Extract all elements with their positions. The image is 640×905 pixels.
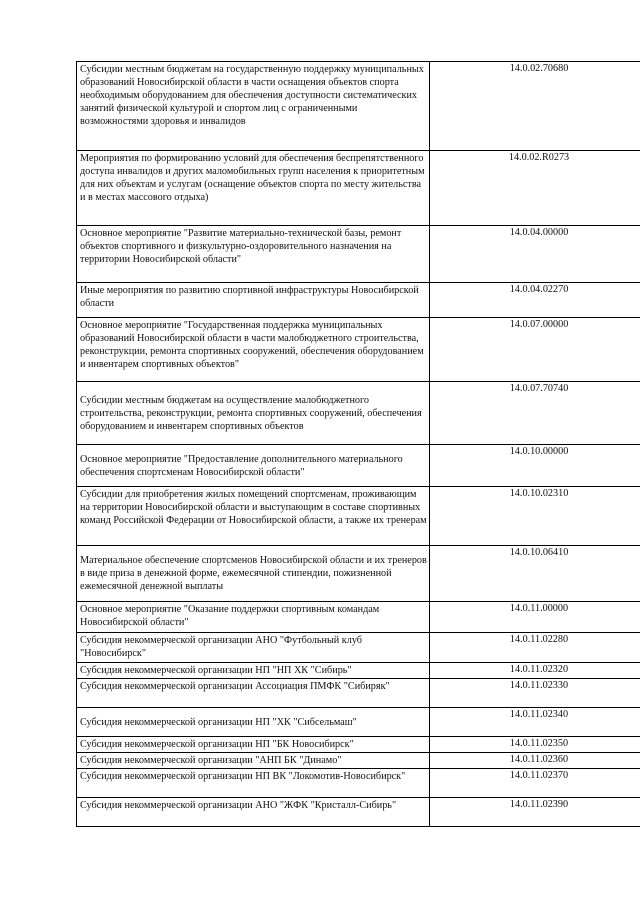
table-row: [77, 798, 640, 827]
row-name-cell: Субсидия некоммерческой организации АНО "Футбольный клуб "Новосибирск": [77, 633, 430, 663]
row-code-cell: 14.0.04.02270: [430, 283, 640, 318]
table-row: [77, 151, 640, 226]
table-row: [77, 283, 640, 318]
row-code-cell: 14.0.11.02330: [430, 679, 640, 708]
row-name-cell: Субсидия некоммерческой организации "АНП БК "Динамо": [77, 753, 430, 769]
row-code-cell: 14.0.11.02350: [430, 737, 640, 753]
row-name-cell: Основное мероприятие "Оказание поддержки спортивным командам Новосибирской области": [77, 602, 430, 633]
table-row: [77, 753, 640, 769]
row-code-cell: 14.0.11.02370: [430, 769, 640, 798]
table-row: [77, 226, 640, 283]
row-code-cell: 14.0.11.02280: [430, 633, 640, 663]
row-name-cell: Основное мероприятие "Предоставление дополнительного материального обеспечения спортсменам Новосибирской области": [77, 445, 430, 487]
table-row: [77, 769, 640, 798]
row-code-cell: 14.0.11.02340: [430, 708, 640, 737]
row-code-cell: 14.0.11.02390: [430, 798, 640, 827]
row-name-cell: Мероприятия по формированию условий для обеспечения беспрепятственного доступа инвалидов и других маломобильных групп населения к приоритетным для них объектам и услугам (оснащение объектов спорта по месту жительства и в местах массового отдыха): [77, 151, 430, 226]
table-row: [77, 62, 640, 151]
row-name-cell: Основное мероприятие "Государственная поддержка муниципальных образований Новосибирской области в части малобюджетного строительства, реконструкции, ремонта спортивных сооружений, обеспечения оборудованием и инвентарем спортивных объектов": [77, 318, 430, 382]
row-name-cell: Субсидии местным бюджетам на государственную поддержку муниципальных образований Новосибирской области в части оснащения объектов спорта необходимым оборудованием для обеспечения доступности систематических занятий физической культурой и спортом лиц с ограниченными возможностями здоровья и инвалидов: [77, 62, 430, 151]
row-code-cell: 14.0.11.02320: [430, 663, 640, 679]
table-row: [77, 546, 640, 602]
row-name-cell: Субсидии для приобретения жилых помещений спортсменам, проживающим на территории Новосибирской области и выступающим в составе спортивных команд Российской Федерации от Новосибирской области, а также их тренерам: [77, 487, 430, 546]
row-name-cell: Материальное обеспечение спортсменов Новосибирской области и их тренеров в виде приза в денежной форме, ежемесячной стипендии, пожизненной ежемесячной денежной выплаты: [77, 546, 430, 602]
row-code-cell: 14.0.02.R0273: [430, 151, 640, 226]
table-row: [77, 737, 640, 753]
row-name-cell: Субсидия некоммерческой организации НП "БК Новосибирск": [77, 737, 430, 753]
row-name-cell: Субсидия некоммерческой организации Ассоциация ПМФК "Сибиряк": [77, 679, 430, 708]
row-name-cell: Субсидия некоммерческой организации НП ВК "Локомотив-Новосибирск": [77, 769, 430, 798]
row-code-cell: 14.0.04.00000: [430, 226, 640, 283]
table-row: [77, 602, 640, 633]
table-row: [77, 487, 640, 546]
budget-code-table: [76, 61, 640, 827]
table-row: [77, 445, 640, 487]
row-name-cell: Субсидия некоммерческой организации НП "НП ХК "Сибирь": [77, 663, 430, 679]
table-row: [77, 679, 640, 708]
budget-code-table-body: [77, 62, 640, 827]
table-row: [77, 663, 640, 679]
table-row: [77, 318, 640, 382]
row-name-cell: Основное мероприятие "Развитие материально-технической базы, ремонт объектов спортивного и физкультурно-оздоровительного назначения на территории Новосибирской области": [77, 226, 430, 283]
row-code-cell: 14.0.10.00000: [430, 445, 640, 487]
table-row: [77, 708, 640, 737]
row-name-cell: Иные мероприятия по развитию спортивной инфраструктуры Новосибирской области: [77, 283, 430, 318]
row-code-cell: 14.0.07.70740: [430, 382, 640, 445]
row-code-cell: 14.0.07.00000: [430, 318, 640, 382]
row-name-cell: Субсидия некоммерческой организации АНО "ЖФК "Кристалл-Сибирь": [77, 798, 430, 827]
row-code-cell: 14.0.10.06410: [430, 546, 640, 602]
row-code-cell: 14.0.10.02310: [430, 487, 640, 546]
row-name-cell: Субсидии местным бюджетам на осуществление малобюджетного строительства, реконструкции, ремонта спортивных сооружений, обеспечения оборудованием и инвентарем спортивных объектов: [77, 382, 430, 445]
row-name-cell: Субсидия некоммерческой организации НП "ХК "Сибсельмаш": [77, 708, 430, 737]
table-row: [77, 382, 640, 445]
row-code-cell: 14.0.11.02360: [430, 753, 640, 769]
row-code-cell: 14.0.11.00000: [430, 602, 640, 633]
row-code-cell: 14.0.02.70680: [430, 62, 640, 151]
table-row: [77, 633, 640, 663]
